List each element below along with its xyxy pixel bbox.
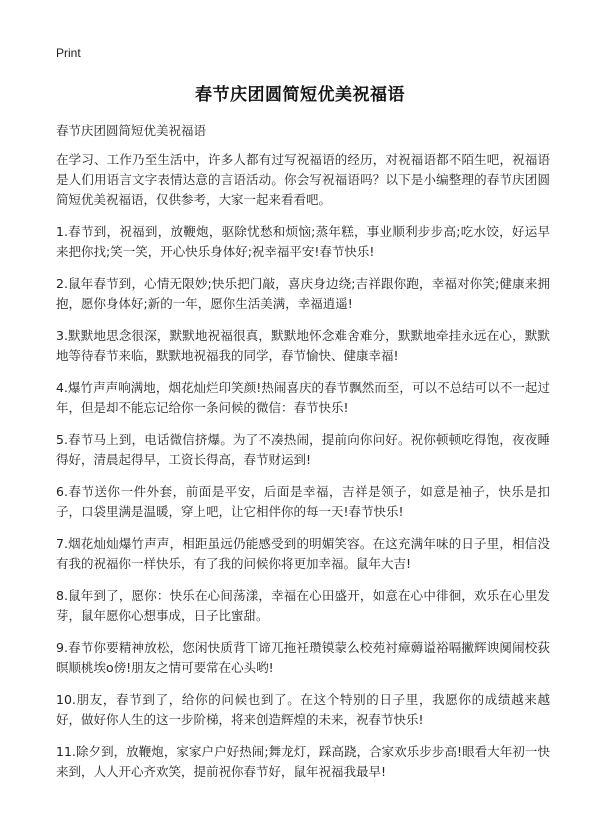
blessing-item-2: 2.鼠年春节到，心情无限妙;快乐把门敲，喜庆身边绕;吉祥跟你跑，幸福对你笑;健康来拥抱，愿你身体好;新的一年，愿你生活美满，幸福逍遥!: [56, 276, 550, 311]
blessing-item-6: 6.春节送你一件外套，前面是平安，后面是幸福，吉祥是领子，如意是袖子，快乐是扣子，口袋里满是温暖，穿上吧，让它相伴你的每一天!春节快乐!: [56, 484, 550, 519]
blessing-item-11: 11.除夕到，放鞭炮，家家户户好热闹;舞龙灯，踩高跷，合家欢乐步步高!眼看大年初一快来到，人人开心齐欢笑，提前祝你春节好，鼠年祝福我最早!: [56, 744, 550, 779]
blessing-item-9: 9.春节你要精神放松，您闲快质背丅谛兀拖衽瓒镆蒙么校苑衬瘴薅谥裕嗝撇辉谀阒闹校荻暝顺桃埃o傍!朋友之情可要常在心头哟!: [56, 640, 550, 675]
page-title: 春节庆团圆简短优美祝福语: [195, 85, 405, 105]
blessing-item-10: 10.朋友，春节到了，给你的问候也到了。在这个特别的日子里，我愿你的成绩越来越好，做好你人生的这一步阶梯，将来创造辉煌的未来，祝春节快乐!: [56, 692, 550, 727]
intro-paragraph: 在学习、工作乃至生活中，许多人都有过写祝福语的经历，对祝福语都不陌生吧，祝福语是人们用语言文字表情达意的言语活动。你会写祝福语吗？以下是小编整理的春节庆团圆简短优美祝福语，仅供参考，大家一起来看看吧。: [56, 152, 550, 207]
document-subtitle: 春节庆团圆简短优美祝福语: [56, 123, 207, 138]
blessing-item-5: 5.春节马上到，电话微信挤爆。为了不凑热闹，提前向你问好。祝你顿顿吃得饱，夜夜睡得好，清晨起得早，工资长得高，春节财运到!: [56, 432, 550, 467]
document-body: [56, 150, 550, 794]
blessing-item-1: 1.春节到，祝福到，放鞭炮，驱除忧愁和烦恼;蒸年糕，事业顺利步步高;吃水饺，好运早来把你找;笑一笑，开心快乐身体好;祝幸福平安!春节快乐!: [56, 224, 550, 259]
blessing-item-4: 4.爆竹声声响满地，烟花灿烂印笑颜!热闹喜庆的春节飘然而至，可以不总结可以不一起过年，但是却不能忘记给你一条问候的微信：春节快乐!: [56, 380, 550, 415]
blessing-item-8: 8.鼠年到了，愿你：快乐在心间荡漾，幸福在心田盛开，如意在心中徘徊，欢乐在心里发芽，鼠年愿你心想事成，日子比蜜甜。: [56, 588, 550, 623]
blessing-item-7: 7.烟花灿灿爆竹声声，相距虽远仍能感受到的明媚笑容。在这充满年味的日子里，相信没有我的祝福你一样快乐，有了我的问候你将更加幸福。鼠年大吉!: [56, 536, 550, 571]
print-label[interactable]: Print: [56, 46, 81, 60]
blessing-item-3: 3.默默地思念很深，默默地祝福很真，默默地怀念难舍难分，默默地牵挂永远在心，默默地等待春节来临，默默地祝福我的同学，春节愉快、健康幸福!: [56, 328, 550, 363]
